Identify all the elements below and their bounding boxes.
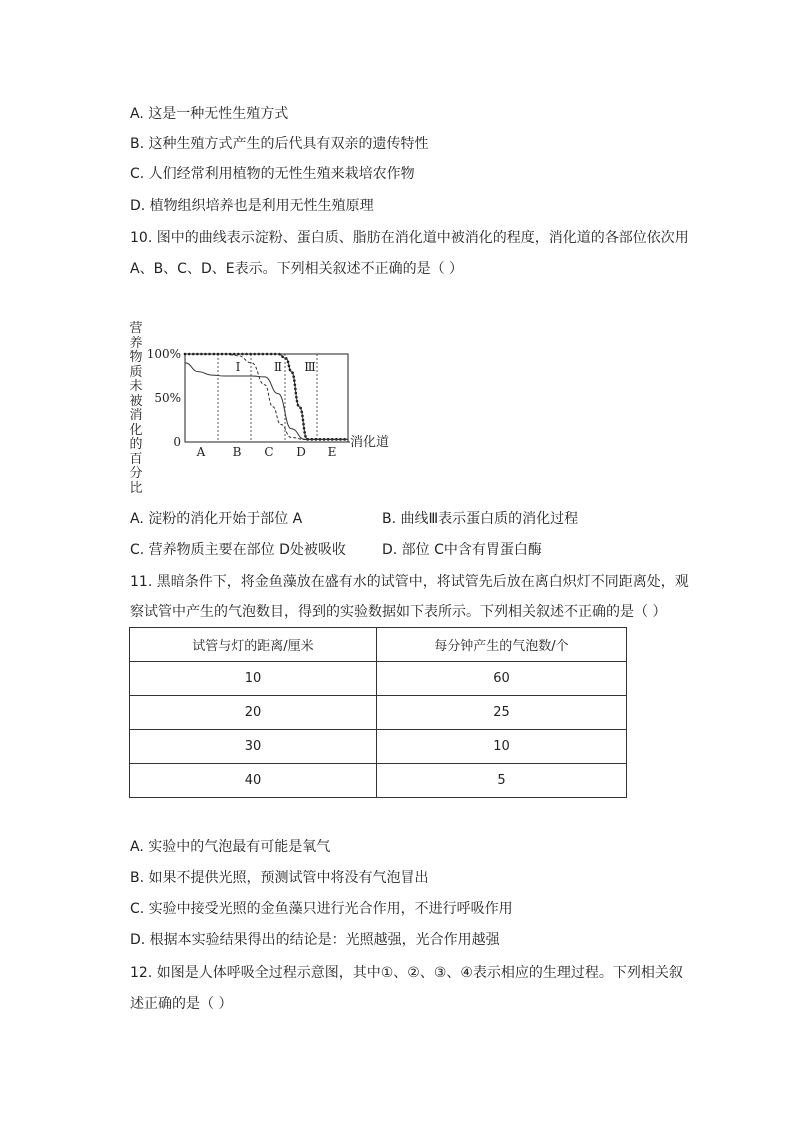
q11-option-b: B. 如果不提供光照，预测试管中将没有气泡冒出: [130, 870, 429, 886]
x-tick-label: E: [327, 445, 337, 459]
q12-stem-line2: 述正确的是（ ）: [130, 996, 233, 1012]
q9-option-a: A. 这是一种无性生殖方式: [130, 106, 289, 122]
q10-option-c: C. 营养物质主要在部位 D处被吸收: [130, 542, 346, 558]
table-cell: 10: [130, 662, 377, 696]
q10-option-d: D. 部位 C中含有胃蛋白酶: [382, 542, 542, 558]
q12-stem-line1: 12. 如图是人体呼吸全过程示意图，其中①、②、③、④表示相应的生理过程。下列相关叙: [130, 965, 683, 981]
q10-stem-line1: 10. 图中的曲线表示淀粉、蛋白质、脂肪在消化道中被消化的程度，消化道的各部位依次用: [130, 230, 689, 246]
series-label: Ⅲ: [304, 360, 316, 374]
y-tick-label: 100%: [146, 347, 181, 361]
q11-stem-line1: 11. 黑暗条件下，将金鱼藻放在盛有水的试管中，将试管先后放在离白炽灯不同距离处，观: [130, 574, 689, 590]
table-row: [130, 662, 627, 696]
q10-option-b: B. 曲线Ⅲ表示蛋白质的消化过程: [382, 511, 579, 527]
table-cell: 25: [377, 696, 627, 730]
x-tick-label: C: [264, 445, 274, 459]
q11-option-c: C. 实验中接受光照的金鱼藻只进行光合作用，不进行呼吸作用: [130, 901, 513, 917]
table-cell: 20: [130, 696, 377, 730]
q10-option-a: A. 淀粉的消化开始于部位 A: [130, 511, 303, 527]
series-line-1: [185, 363, 348, 440]
series-line-3-core: [185, 354, 348, 439]
q9-option-d: D. 植物组织培养也是利用无性生殖原理: [130, 198, 374, 214]
table-header-cell: 试管与灯的距离/厘米: [130, 628, 377, 662]
x-axis-label: 消化道: [350, 435, 390, 450]
table-row: [130, 696, 627, 730]
q10-stem-line2: A、B、C、D、E表示。下列相关叙述不正确的是（ ）: [130, 261, 464, 277]
x-tick-label: B: [232, 445, 242, 459]
q11-option-a: A. 实验中的气泡最有可能是氧气: [130, 839, 331, 855]
table-cell: 60: [377, 662, 627, 696]
series-label: Ⅰ: [235, 360, 241, 374]
chart-y-axis-label: 营养物质未被消化的百分比: [129, 321, 143, 496]
table-cell: 10: [377, 730, 627, 764]
series-line-3: [185, 354, 348, 439]
x-tick-label: D: [296, 445, 306, 459]
digestion-chart: [120, 318, 420, 468]
y-tick-label: 50%: [154, 391, 181, 405]
q11-data-table: [129, 627, 627, 798]
q9-option-b: B. 这种生殖方式产生的后代具有双亲的遗传特性: [130, 136, 429, 152]
series-line-2: [185, 354, 348, 439]
series-label: Ⅱ: [273, 360, 283, 374]
table-cell: 5: [377, 764, 627, 798]
table-row: [130, 730, 627, 764]
table-header-row: [130, 628, 627, 662]
x-tick-label: A: [196, 445, 206, 459]
table-header-cell: 每分钟产生的气泡数/个: [377, 628, 627, 662]
table-row: [130, 764, 627, 798]
q11-option-d: D. 根据本实验结果得出的结论是：光照越强，光合作用越强: [130, 932, 500, 948]
table-cell: 40: [130, 764, 377, 798]
q11-stem-line2: 察试管中产生的气泡数目，得到的实验数据如下表所示。下列相关叙述不正确的是（ ）: [130, 604, 667, 620]
q9-option-c: C. 人们经常利用植物的无性生殖来栽培农作物: [130, 166, 415, 182]
table-cell: 30: [130, 730, 377, 764]
y-tick-label: 0: [173, 435, 181, 449]
chart-frame: [185, 354, 348, 442]
